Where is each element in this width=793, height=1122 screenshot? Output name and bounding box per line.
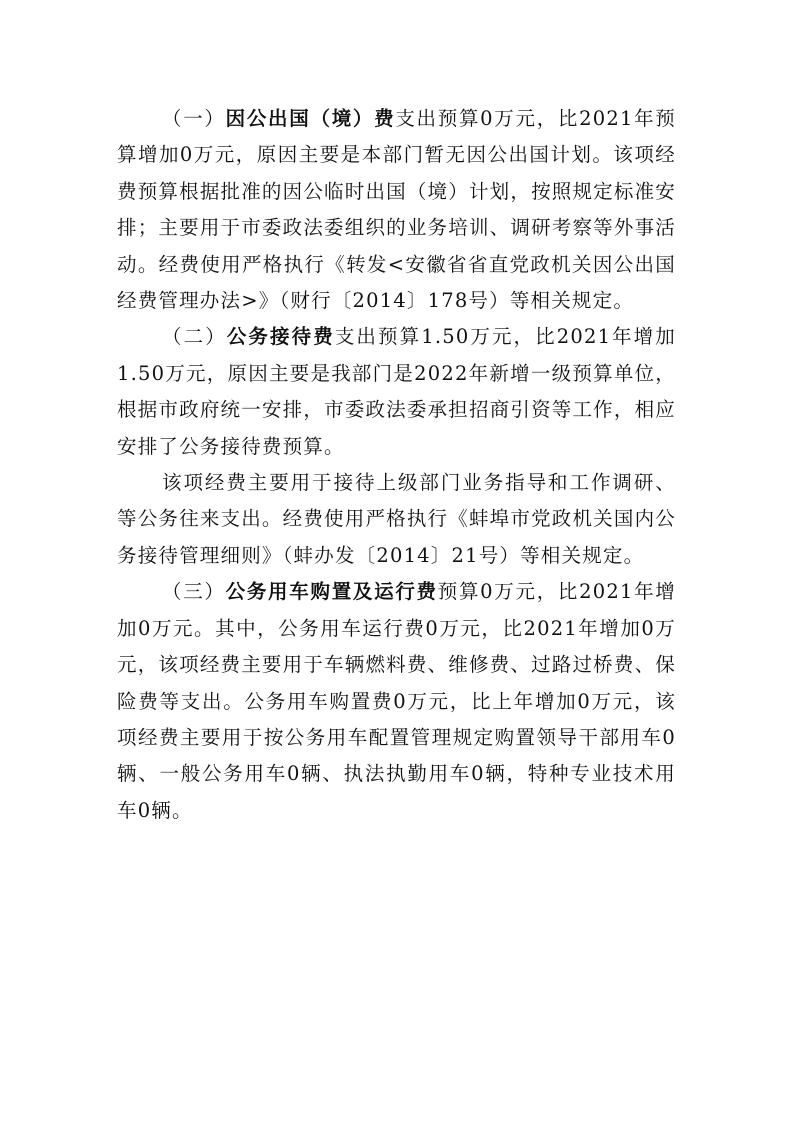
section2-text: 支出预算1.50万元，比2021年增加1.50万元，原因主要是我部门是2022年新增一级预算单位，根据市政府统一安排，市委政法委承担招商引资等工作，相应安排了公务接待费预算。 <box>117 325 676 458</box>
section1-heading: 因公出国（境）费 <box>225 107 396 130</box>
section3-heading: 公务用车购置及运行费 <box>225 580 438 604</box>
section3-label: （三） <box>162 580 226 604</box>
section2-heading: 公务接待费 <box>226 325 335 349</box>
section1-text: 支出预算0万元，比2021年预算增加0万元，原因主要是本部门暂无因公出国计划。该项经费预算根据批准的因公临时出国（境）计划，按照规定标准安排；主要用于市委政法委组织的业务培训、调研考察等外事活动。经费使用严格执行《转发<安徽省省直党政机关因公出国经费管理办法>》（财行〔2014〕178号）等相关规定。 <box>117 107 676 313</box>
section1-label: （一） <box>162 107 226 130</box>
section2-note-text: 该项经费主要用于接待上级部门业务指导和工作调研、等公务往来支出。经费使用严格执行《蚌埠市党政机关国内公务接待管理细则》（蚌办发〔2014〕21号）等相关规定。 <box>117 471 676 567</box>
section2-label: （二） <box>162 325 227 349</box>
section3-text: 预算0万元，比2021年增加0万元。其中，公务用车运行费0万元，比2021年增加0万元，该项经费主要用于车辆燃料费、维修费、过路过桥费、保险费等支出。公务用车购置费0万元，比上年增加0万元，该项经费主要用于按公务用车配置管理规定购置领导干部用车0辆、一般公务用车0辆、执法执勤用车0辆，特种专业技术用车0辆。 <box>117 580 676 822</box>
paragraph-section2-note <box>117 465 676 574</box>
paragraph-section2 <box>117 319 676 465</box>
paragraph-section3 <box>117 574 676 829</box>
paragraph-section1 <box>117 101 676 319</box>
document-body <box>117 101 676 829</box>
